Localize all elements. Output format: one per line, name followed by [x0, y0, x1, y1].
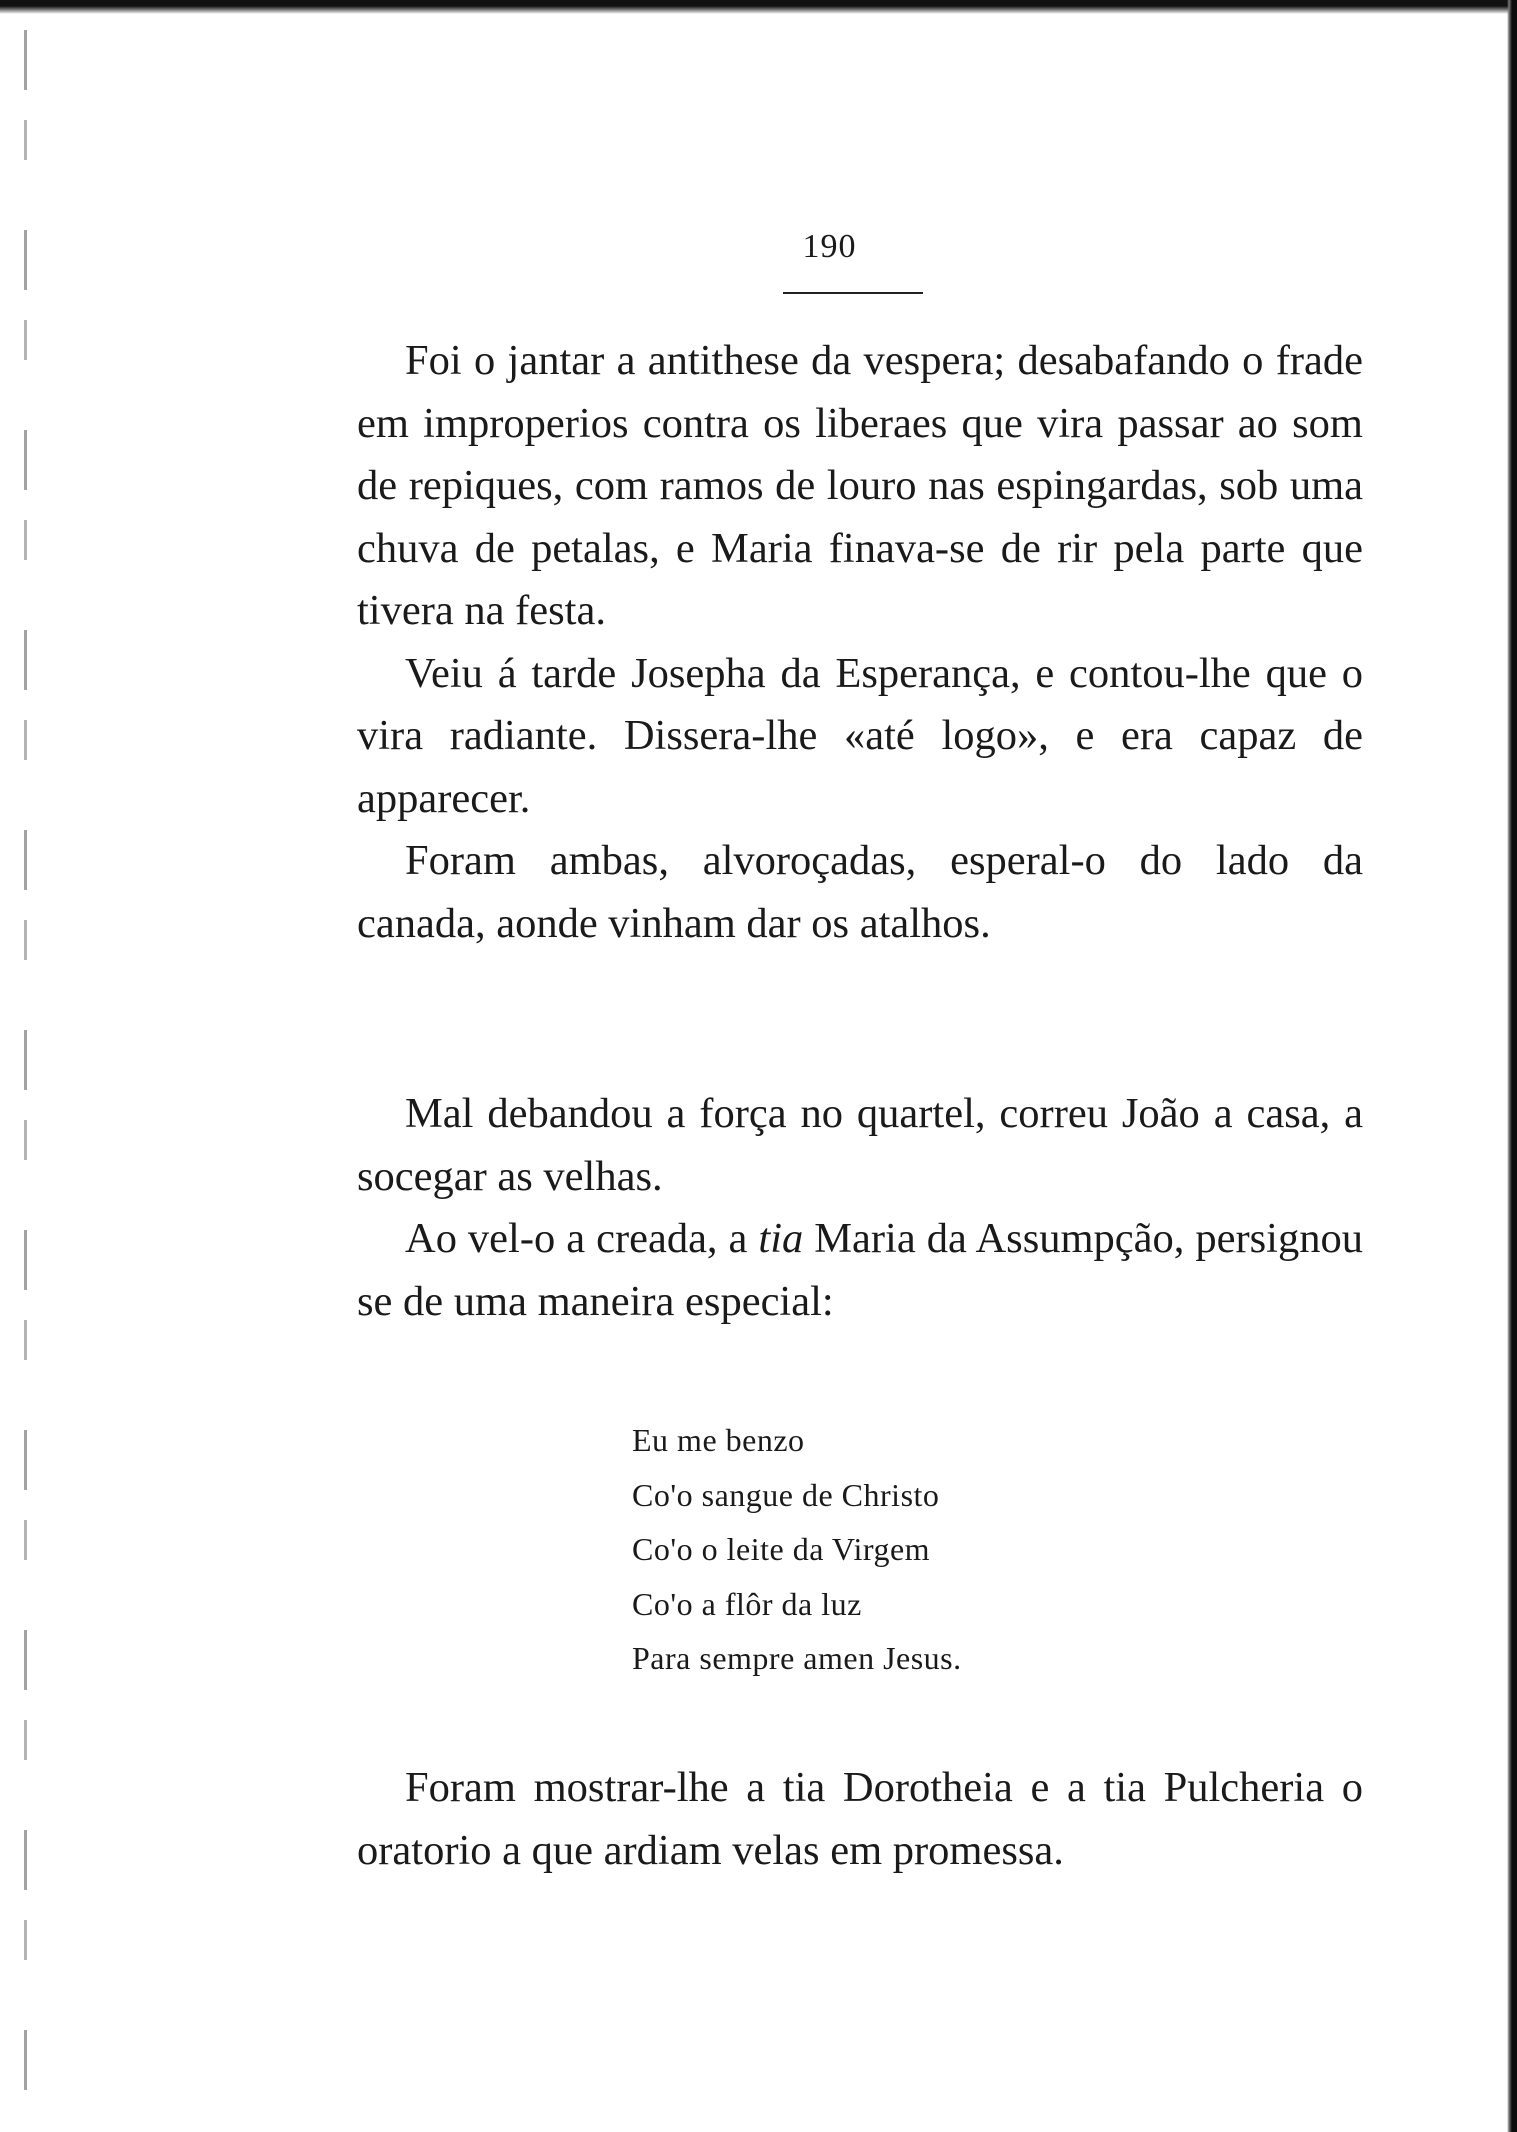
text-block-3	[357, 1757, 1363, 1882]
poem-line: Co'o sangue de Christo	[632, 1476, 940, 1513]
poem-line: Co'o o leite da Virgem	[632, 1531, 931, 1567]
poem-line: Co'o a flôr da luz	[632, 1585, 862, 1622]
paragraph: Foram mostrar-lhe a tia Dorotheia e a tia Pulcheria o oratorio a que ardiam velas em promessa.	[357, 1764, 1363, 1874]
paragraph-text: Ao vel-o a creada, a	[405, 1215, 759, 1262]
paragraph: Veiu á tarde Josepha da Esperança, e contou-lhe que o vira radiante. Dissera-lhe «até logo», e era capaz de apparecer.	[357, 649, 1363, 822]
text-block-1	[357, 330, 1363, 955]
paragraph-with-italic	[357, 1208, 1363, 1333]
page-number: 190	[802, 228, 857, 265]
paragraph: Mal debandou a força no quartel, correu João a casa, a socegar as velhas.	[357, 1090, 1363, 1200]
italic-word: tia	[758, 1215, 804, 1262]
page-left-edge	[24, 30, 27, 2090]
page-top-edge	[0, 0, 1517, 14]
paragraph-text: Maria da Assumpção, persignou se de uma maneira especial:	[357, 1215, 1363, 1325]
poem-line: Eu me benzo	[632, 1422, 805, 1458]
poem	[632, 1413, 962, 1686]
page-right-edge	[1507, 0, 1517, 2132]
paragraph: Foi o jantar a antithese da vespera; desabafando o frade em improperios contra os liberaes que vira passar ao som de repiques, com ramos de louro nas espingardas, sob uma chuva de petalas, e Maria finava-se de rir pela parte que tivera na festa.	[357, 337, 1363, 634]
header-rule	[783, 292, 923, 294]
paragraph: Foram ambas, alvoroçadas, esperal-o do lado da canada, aonde vinham dar os atalhos.	[357, 837, 1363, 947]
poem-line: Para sempre amen Jesus.	[632, 1640, 962, 1676]
text-block-2	[357, 1083, 1363, 1333]
